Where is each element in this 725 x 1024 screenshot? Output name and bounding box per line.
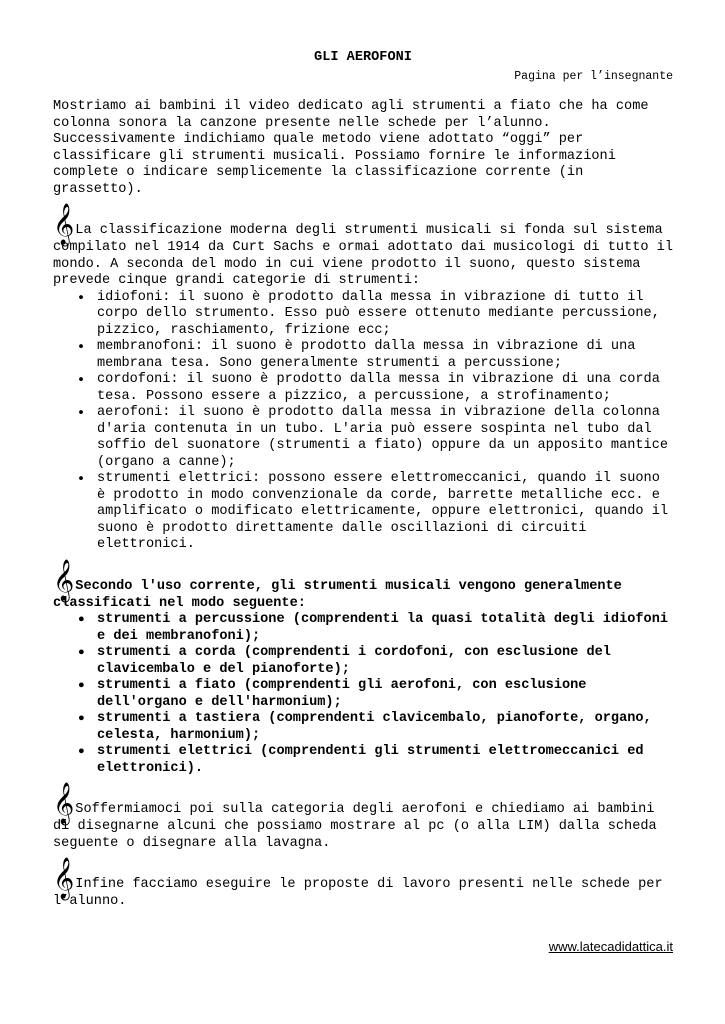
- footer-link[interactable]: www.latecadidattica.it: [548, 939, 673, 954]
- document-page: [53, 50, 673, 911]
- treble-clef-icon: 𝄞: [53, 783, 75, 824]
- teacher-page-note: Pagina per l’insegnante: [514, 69, 673, 83]
- section-aerophones: [53, 783, 673, 852]
- list-item: • idiofoni: il suono è prodotto dalla messa in vibrazione di tutto il corpo dello strumento. Esso può essere ottenuto mediante percussione, pizzico, raschiamento, frizione ecc;: [97, 290, 673, 340]
- treble-clef-icon: 𝄞: [53, 858, 75, 899]
- list-item: • strumenti a fiato (comprendenti gli aerofoni, con esclusione dell'organo e dell'harmonium);: [97, 678, 673, 711]
- section-activities: [53, 858, 673, 911]
- section-classification: [53, 204, 673, 554]
- list-item: • aerofoni: il suono è prodotto dalla messa in vibrazione della colonna d'aria contenuta in un tubo. L'aria può essere sospinta nel tubo dal soffio del suonatore (strumenti a fiato) oppure da un apposito mantice (organo a canne);: [97, 405, 673, 471]
- current-usage-list: [53, 612, 673, 777]
- section-current-usage: [53, 560, 673, 778]
- list-item: • strumenti a percussione (comprendenti la quasi totalità degli idiofoni e dei membranofoni);: [97, 612, 673, 645]
- section-classification-text: La classificazione moderna degli strumenti musicali si fonda sul sistema compilato nel 1914 da Curt Sachs e ormai adottato dai musicologi di tutto il mondo. A seconda del modo in cui viene prodotto il suono, questo sistema prevede cinque grandi categorie di strumenti:: [53, 223, 673, 288]
- list-item: • strumenti a tastiera (comprendenti clavicembalo, pianoforte, organo, celesta, harmonium);: [97, 711, 673, 744]
- list-item: • strumenti elettrici: possono essere elettromeccanici, quando il suono è prodotto in modo convenzionale da corde, barrette metalliche ecc. e amplificato o modificato elettricamente, oppure elettronici, quando il suono è prodotto direttamente dalle oscillazioni di circuiti elettronici.: [97, 471, 673, 554]
- section-current-usage-text: Secondo l'uso corrente, gli strumenti musicali vengono generalmente classificati nel modo seguente:: [53, 578, 622, 611]
- classification-list: [53, 290, 673, 554]
- list-item: • strumenti a corda (comprendenti i cordofoni, con esclusione del clavicembalo e del pianoforte);: [97, 645, 673, 678]
- treble-clef-icon: 𝄞: [53, 204, 75, 245]
- intro-paragraph: Mostriamo ai bambini il video dedicato agli strumenti a fiato che ha come colonna sonora la canzone presente nelle schede per l’alunno. Successivamente indichiamo quale metodo viene adottato “oggi” per classificare gli strumenti musicali. Possiamo fornire le informazioni complete o indicare semplicemente la classificazione corrente (in grassetto).: [53, 99, 649, 197]
- section-activities-text: Infine facciamo eseguire le proposte di lavoro presenti nelle schede per l’alunno.: [53, 877, 663, 909]
- section-aerophones-text: Soffermiamoci poi sulla categoria degli aerofoni e chiediamo ai bambini di disegnarne alcuni che possiamo mostrare al pc (o alla LIM) dalla scheda seguente o disegnare alla lavagna.: [53, 802, 657, 851]
- list-item: • strumenti elettrici (comprendenti gli strumenti elettromeccanici ed elettronici).: [97, 744, 673, 777]
- page-title: GLI AEROFONI: [314, 50, 412, 65]
- treble-clef-icon: 𝄞: [53, 559, 75, 601]
- list-item: • cordofoni: il suono è prodotto dalla messa in vibrazione di una corda tesa. Possono essere a pizzico, a percussione, a strofinamento;: [97, 372, 673, 405]
- list-item: • membranofoni: il suono è prodotto dalla messa in vibrazione di una membrana tesa. Sono generalmente strumenti a percussione;: [97, 339, 673, 372]
